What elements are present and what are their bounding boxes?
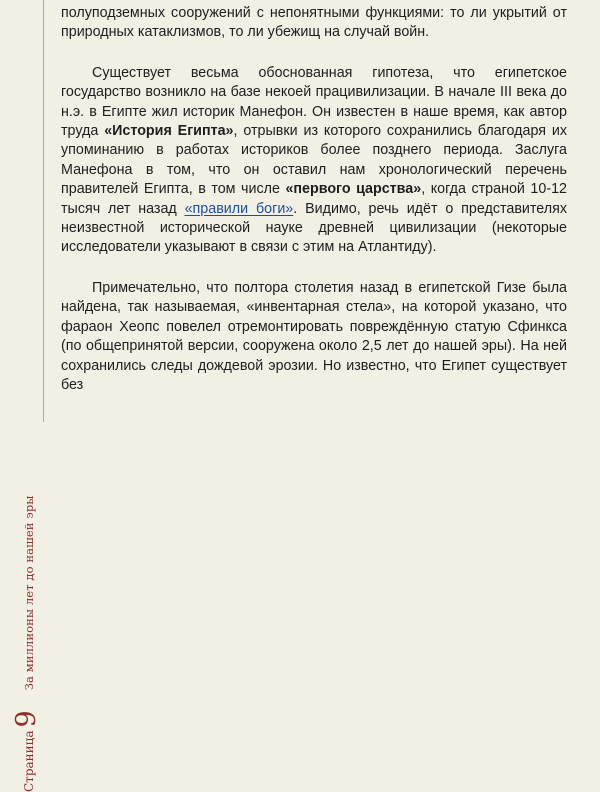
bold-title: «История Египта» xyxy=(104,123,234,140)
paragraph-text: Существует весьма обоснованная гипотеза, что египетское государство возникло на базе некоей працивилизации. В начале III века до н.э. в Египте жил историк Манефон. Он известен в наше время, как автор труда xyxy=(61,64,567,140)
paragraph xyxy=(61,64,567,258)
paragraph: Примечательно, что полтора столетия назад в египетской Гизе была найдена, так называемая, «инвентарная стела», на которой указано, что фараон Хеопс повелел отремонтировать повреждённую статую Сфинкса (по общепринятой версии, сооружена около 2,5 лет до нашей эры). На ней сохранились следы дождевой эрозии. Но известно, что Египет существует без xyxy=(61,279,567,393)
page-margin xyxy=(0,0,44,792)
paragraph: полуподземных сооружений с непонятными функциями: то ли укрытий от природных катаклизмов, то ли убежищ на случай войн. xyxy=(61,5,567,41)
margin-divider xyxy=(43,0,44,422)
vertical-margin-text xyxy=(4,382,42,792)
document-body xyxy=(61,4,567,418)
page-number: 9 xyxy=(11,710,42,728)
gods-link[interactable]: «правили боги» xyxy=(184,200,294,217)
book-title: За миллионы лет до нашей эры xyxy=(22,495,36,691)
paragraph-text: , когда страной 10-12 тысяч лет назад xyxy=(61,181,567,217)
paragraph-text: , отрывки из которого сохранились благодаря их упоминанию в работах историков более позднего периода. Заслуга Манефона в том, что он оставил нам хронологический перечень правителей Египта, в том числе xyxy=(61,123,567,198)
paragraph-text: . Видимо, речь идёт о представителях неизвестной исторической науке древней цивилизации (некоторые исследователи указывают в связи с этим на Атлантиду). xyxy=(61,200,567,256)
bold-phrase: «первого царства» xyxy=(285,181,422,198)
page-label: Страница xyxy=(22,730,36,792)
